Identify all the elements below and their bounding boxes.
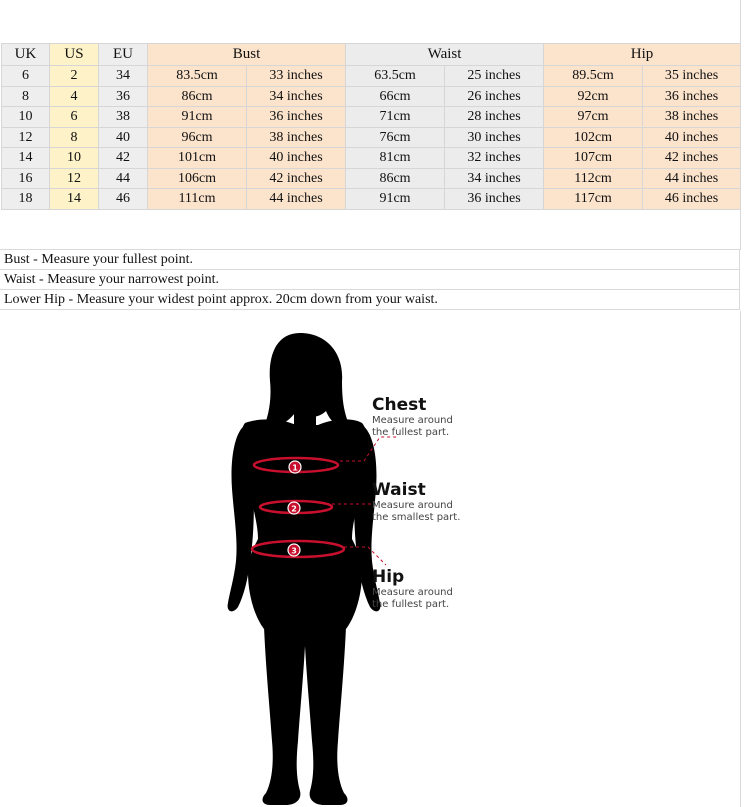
size-chart-table <box>1 43 741 210</box>
cell-hip-in: 35 inches <box>643 66 741 87</box>
cell-hip-cm: 102cm <box>544 127 643 148</box>
header-waist: Waist <box>346 44 544 66</box>
cell-waist-in: 28 inches <box>445 107 544 128</box>
waist-desc-line2: the smallest part. <box>372 512 461 523</box>
cell-waist-in: 32 inches <box>445 148 544 169</box>
hip-label: Hip <box>372 567 405 587</box>
table-header-row <box>2 44 741 66</box>
table-row <box>2 127 741 148</box>
cell-waist-in: 30 inches <box>445 127 544 148</box>
cell-bust-cm: 111cm <box>148 189 247 210</box>
note-waist: Waist - Measure your narrowest point. <box>0 270 740 290</box>
cell-bust-in: 40 inches <box>247 148 346 169</box>
blank-spacer-row <box>0 209 741 250</box>
hip-desc-line2: the fullest part. <box>372 599 450 610</box>
cell-hip-in: 42 inches <box>643 148 741 169</box>
cell-waist-cm: 86cm <box>346 168 445 189</box>
cell-hip-cm: 107cm <box>544 148 643 169</box>
table-row <box>2 168 741 189</box>
header-uk: UK <box>2 44 50 66</box>
cell-uk: 16 <box>2 168 50 189</box>
cell-eu: 36 <box>99 86 148 107</box>
hip-desc-line1: Measure around <box>372 587 453 598</box>
cell-uk: 6 <box>2 66 50 87</box>
cell-hip-in: 46 inches <box>643 189 741 210</box>
cell-us: 2 <box>50 66 99 87</box>
cell-uk: 8 <box>2 86 50 107</box>
cell-eu: 34 <box>99 66 148 87</box>
measurement-illustration <box>0 311 740 807</box>
marker-2-label: 2 <box>291 504 297 514</box>
cell-bust-cm: 106cm <box>148 168 247 189</box>
cell-eu: 46 <box>99 189 148 210</box>
measurement-figure <box>0 311 741 807</box>
cell-eu: 38 <box>99 107 148 128</box>
cell-hip-in: 44 inches <box>643 168 741 189</box>
cell-waist-cm: 91cm <box>346 189 445 210</box>
cell-eu: 40 <box>99 127 148 148</box>
cell-bust-cm: 96cm <box>148 127 247 148</box>
cell-waist-in: 25 inches <box>445 66 544 87</box>
cell-bust-cm: 86cm <box>148 86 247 107</box>
table-row <box>2 148 741 169</box>
cell-hip-cm: 117cm <box>544 189 643 210</box>
cell-uk: 10 <box>2 107 50 128</box>
header-hip: Hip <box>544 44 741 66</box>
note-hip: Lower Hip - Measure your widest point approx. 20cm down from your waist. <box>0 290 740 310</box>
cell-uk: 18 <box>2 189 50 210</box>
cell-bust-in: 44 inches <box>247 189 346 210</box>
cell-us: 8 <box>50 127 99 148</box>
table-row <box>2 107 741 128</box>
table-row <box>2 189 741 210</box>
cell-us: 12 <box>50 168 99 189</box>
body-silhouette <box>228 333 381 805</box>
cell-us: 4 <box>50 86 99 107</box>
cell-hip-cm: 112cm <box>544 168 643 189</box>
header-us: US <box>50 44 99 66</box>
chest-label: Chest <box>372 395 427 415</box>
marker-2 <box>288 502 300 514</box>
cell-waist-in: 36 inches <box>445 189 544 210</box>
chest-desc-line2: the fullest part. <box>372 427 450 438</box>
cell-us: 10 <box>50 148 99 169</box>
chest-desc-line1: Measure around <box>372 415 453 426</box>
cell-hip-in: 38 inches <box>643 107 741 128</box>
cell-us: 14 <box>50 189 99 210</box>
cell-bust-cm: 83.5cm <box>148 66 247 87</box>
table-row <box>2 86 741 107</box>
note-bust: Bust - Measure your fullest point. <box>0 250 740 270</box>
header-bust: Bust <box>148 44 346 66</box>
waist-label: Waist <box>372 480 426 500</box>
cell-us: 6 <box>50 107 99 128</box>
cell-hip-cm: 92cm <box>544 86 643 107</box>
cell-bust-in: 42 inches <box>247 168 346 189</box>
cell-bust-in: 38 inches <box>247 127 346 148</box>
marker-3 <box>288 544 300 556</box>
table-row <box>2 66 741 87</box>
cell-uk: 14 <box>2 148 50 169</box>
cell-bust-in: 34 inches <box>247 86 346 107</box>
cell-waist-in: 34 inches <box>445 168 544 189</box>
cell-waist-cm: 71cm <box>346 107 445 128</box>
top-blank-row <box>0 0 741 43</box>
cell-hip-in: 40 inches <box>643 127 741 148</box>
marker-3-label: 3 <box>291 546 297 556</box>
waist-desc-line1: Measure around <box>372 500 453 511</box>
cell-hip-in: 36 inches <box>643 86 741 107</box>
cell-waist-cm: 81cm <box>346 148 445 169</box>
cell-bust-cm: 91cm <box>148 107 247 128</box>
cell-waist-cm: 63.5cm <box>346 66 445 87</box>
marker-1-label: 1 <box>292 463 298 473</box>
cell-waist-in: 26 inches <box>445 86 544 107</box>
cell-uk: 12 <box>2 127 50 148</box>
header-eu: EU <box>99 44 148 66</box>
cell-eu: 42 <box>99 148 148 169</box>
cell-eu: 44 <box>99 168 148 189</box>
cell-bust-in: 36 inches <box>247 107 346 128</box>
cell-hip-cm: 97cm <box>544 107 643 128</box>
cell-hip-cm: 89.5cm <box>544 66 643 87</box>
marker-1 <box>289 461 301 473</box>
cell-waist-cm: 76cm <box>346 127 445 148</box>
cell-bust-cm: 101cm <box>148 148 247 169</box>
cell-bust-in: 33 inches <box>247 66 346 87</box>
cell-waist-cm: 66cm <box>346 86 445 107</box>
